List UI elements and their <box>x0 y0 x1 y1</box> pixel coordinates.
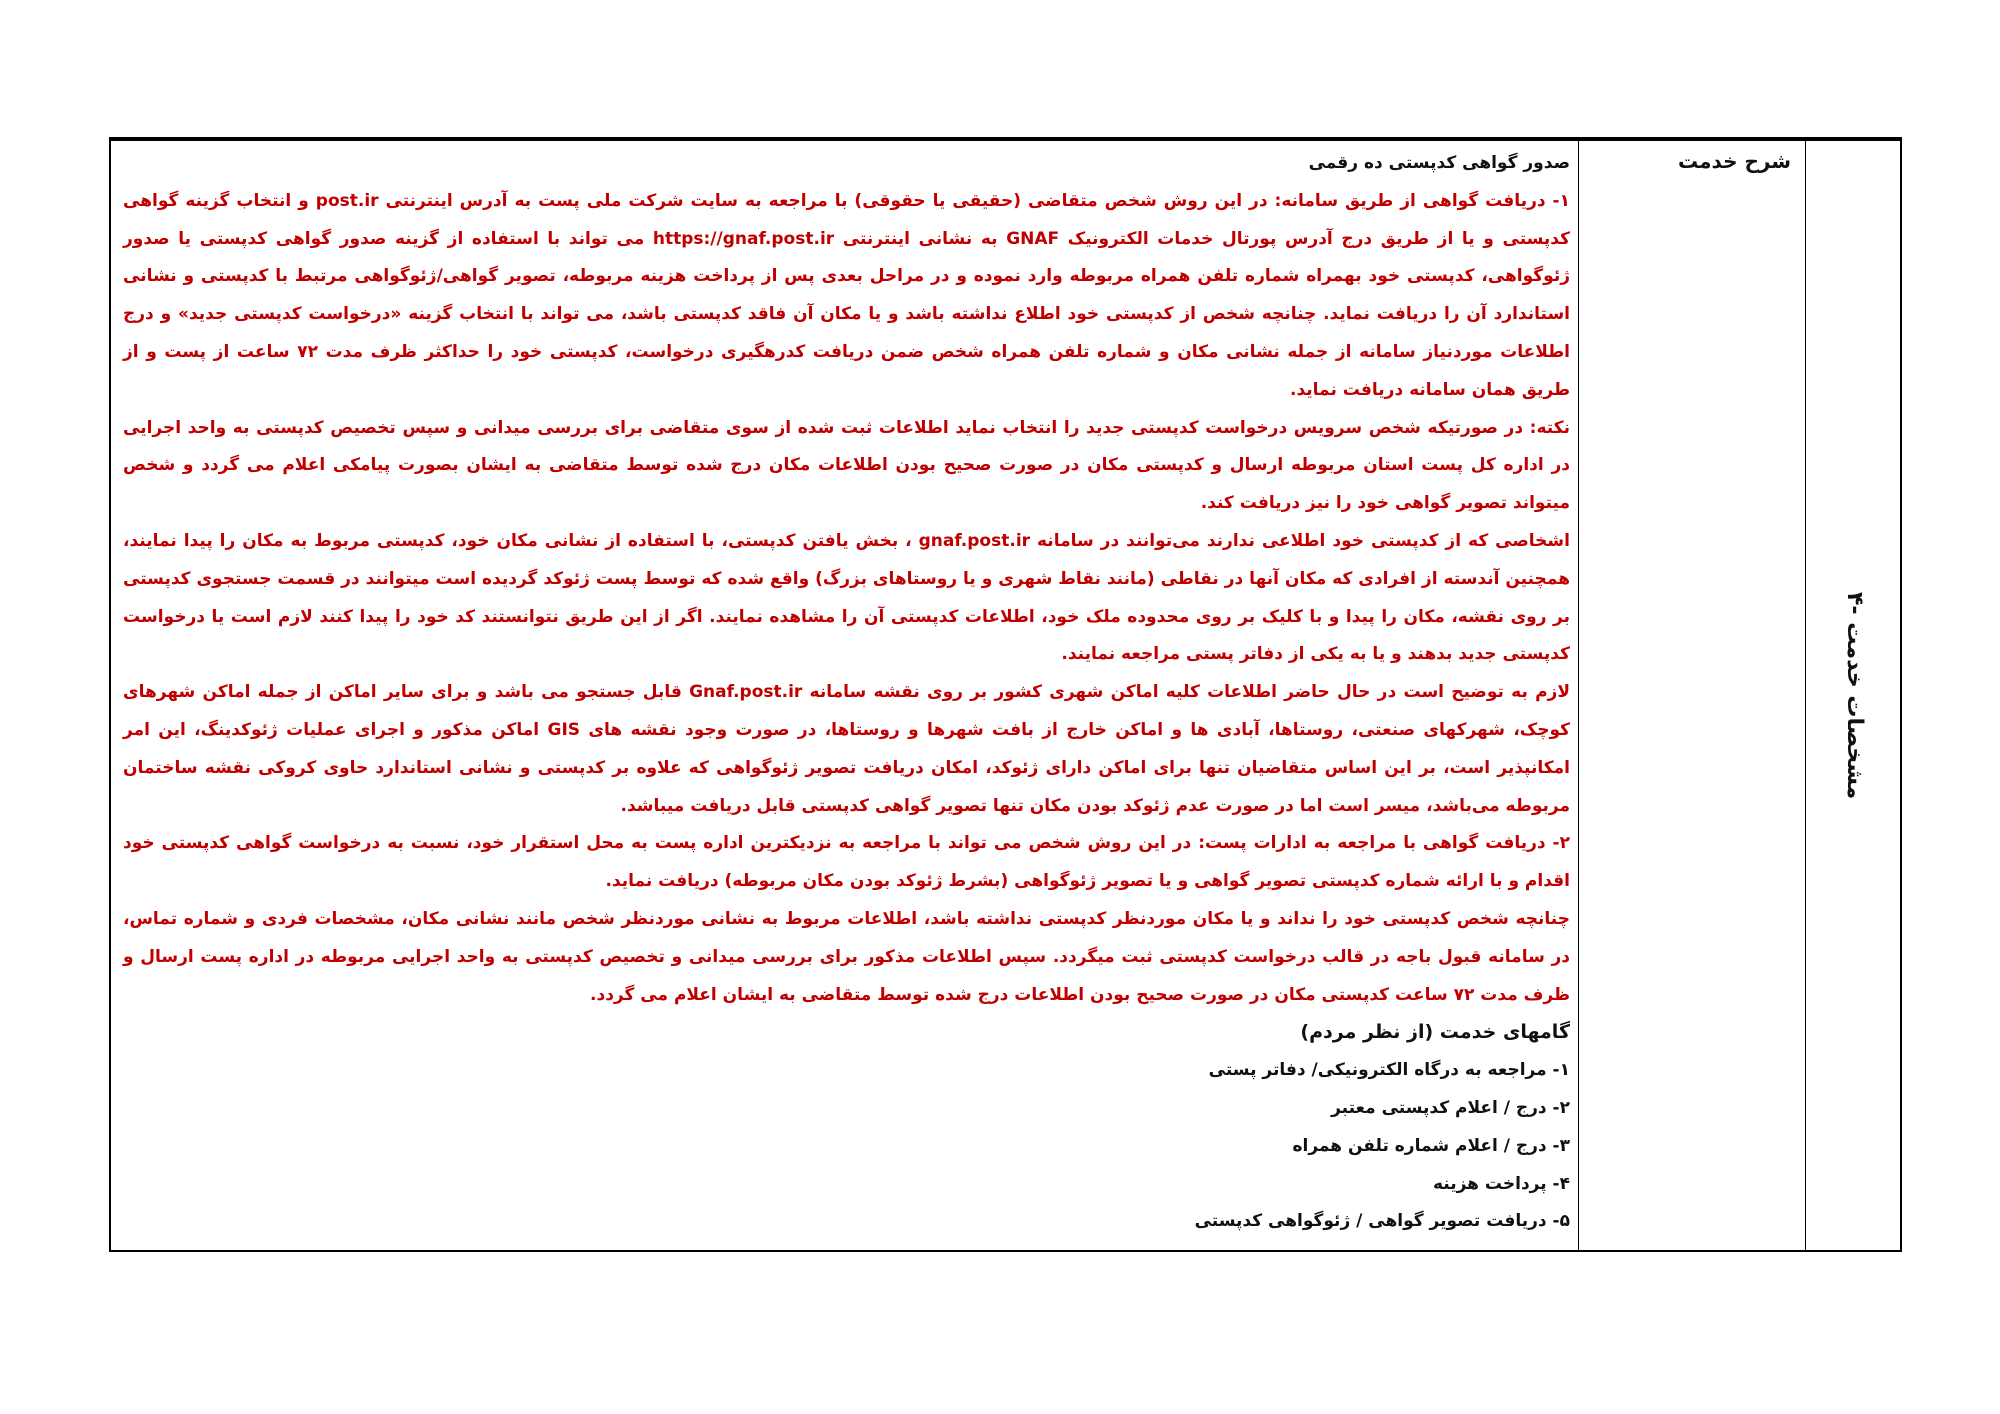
column-divider <box>1578 141 1579 1250</box>
section-label: ۴- مشخصات خدمت <box>1842 591 1867 800</box>
step-item: ۲- درج / اعلام کدپستی معتبر <box>1331 1097 1570 1118</box>
step-item: ۱- مراجعه به درگاه الکترونیکی/ دفاتر پستی <box>1208 1060 1570 1081</box>
step-item: ۳- درج / اعلام شماره تلفن همراه <box>1292 1135 1570 1156</box>
paragraph-gnaf-search: اشخاصی که از کدپستی خود اطلاعی ندارند می‌توانند در سامانه gnaf.post.ir ، بخش یافتن کدپستی، با استفاده از نشانی مکان خود، کدپستی مربوط به مکان را پیدا نمایند، همچنین آندسته از افرادی که مکان آنها در نقاطی (مانند نقاط شهری و یا روستاهای بزرگ) واقع شده که توسط پست ژئوکد گردیده است میتوانند در قسمت جستجوی کدپستی بر روی نقشه، مکان را پیدا و با کلیک بر روی محدوده ملک خود، اطلاعات کدپستی آن را مشاهده نمایند. اگر از این طریق نتوانستند کد خود را پیدا کنند لازم است یا درخواست کدپستی جدید بدهند و یا به یکی از دفاتر پستی مراجعه نمایند. <box>123 530 1570 665</box>
section-label-cell <box>1805 141 1904 1250</box>
service-description <box>123 145 1570 1241</box>
paragraph-post-office-method: ۲- دریافت گواهی با مراجعه به ادارات پست: در این روش شخص می تواند با مراجعه به نزدیکترین اداره پست به محل استقرار خود، نسبت به درخواست گواهی کدپستی خود اقدام و با ارائه شماره کدپستی تصویر گواهی و یا تصویر ژئوگواهی (بشرط ژئوکد بودن مکان مربوطه) دریافت نماید. <box>123 833 1570 892</box>
paragraph-note: نکته: در صورتیکه شخص سرویس درخواست کدپستی جدید را انتخاب نماید اطلاعات ثبت شده از سوی متقاضی برای بررسی میدانی و سپس تخصیص کدپستی به واحد اجرایی در اداره کل پست استان مربوطه ارسال و کدپستی مکان در صورت صحیح بودن اطلاعات مکان درج شده توسط متقاضی به ایشان بصورت پیامکی اعلام می گردد و شخص میتواند تصویر گواهی خود را نیز دریافت کند. <box>123 417 1570 514</box>
paragraph-new-postcode: چنانچه شخص کدپستی خود را نداند و یا مکان موردنظر کدپستی نداشته باشد، اطلاعات مربوط به نشانی موردنظر شخص مانند نشانی مکان، مشخصات فردی و شماره تماس، در سامانه قبول باجه در قالب درخواست کدپستی ثبت میگردد. سپس اطلاعات مذکور برای بررسی میدانی و تخصیص کدپستی به واحد اجرایی مربوطه در اداره پست ارسال و ظرف مدت ۷۲ ساعت کدپستی مکان در صورت صحیح بودن اطلاعات درج شده توسط متقاضی به ایشان اعلام می گردد. <box>123 908 1570 1005</box>
steps-heading: گامهای خدمت (از نظر مردم) <box>1300 1021 1570 1044</box>
paragraph-online-method: ۱- دریافت گواهی از طریق سامانه: در این روش شخص متقاضی (حقیقی یا حقوقی) با مراجعه به سایت شرکت ملی پست به آدرس اینترنتی post.ir و انتخاب گزینه گواهی کدپستی و یا از طریق درج آدرس پورتال خدمات الکترونیک GNAF به نشانی اینترنتی https://gnaf.post.ir می تواند با استفاده از گزینه صدور گواهی کدپستی یا صدور ژئوگواهی، کدپستی خود بهمراه شماره تلفن همراه مربوطه وارد نموده و در مراحل بعدی پس از پرداخت هزینه مربوطه، تصویر گواهی/ژئوگواهی مرتبط با کدپستی و نشانی استاندارد آن را دریافت نماید. چنانچه شخص از کدپستی خود اطلاع نداشته باشد و یا مکان آن فاقد کدپستی باشد، می تواند با انتخاب گزینه «درخواست کدپستی جدید» و درج اطلاعات موردنیاز سامانه از جمله نشانی مکان و شماره تلفن همراه شخص ضمن دریافت کدرهگیری درخواست، کدپستی خود را حداکثر ظرف مدت ۷۲ ساعت از پست و از طریق همان سامانه دریافت نماید. <box>123 190 1571 400</box>
step-item: ۵- دریافت تصویر گواهی / ژئوگواهی کدپستی <box>1194 1211 1570 1232</box>
service-table <box>109 137 1902 1252</box>
description-title: صدور گواهی کدپستی ده رقمی <box>1308 153 1570 173</box>
step-item: ۴- پرداخت هزینه <box>1432 1173 1570 1194</box>
paragraph-geocode-info: لازم به توضیح است در حال حاضر اطلاعات کلیه اماکن شهری کشور بر روی نقشه سامانه Gnaf.post.ir قابل جستجو می باشد و برای سایر اماکن از جمله اماکن شهرهای کوچک، شهرکهای صنعتی، روستاها، آبادی ها و اماکن خارج از بافت شهرها و روستاها، در صورت وجود نقشه های GIS اماکن مذکور و اجرای عملیات ژئوکدینگ، این امر امکانپذیر است، بر این اساس متقاضیان تنها برای اماکن دارای ژئوکد، امکان دریافت تصویر ژئوگواهی که علاوه بر کدپستی و نشانی استاندارد حاوی کروکی نقشه ساختمان مربوطه می‌باشد، میسر است اما در صورت عدم ژئوکد بودن مکان تنها تصویر گواهی کدپستی قابل دریافت میباشد. <box>123 682 1570 816</box>
field-label: شرح خدمت <box>1677 149 1791 173</box>
